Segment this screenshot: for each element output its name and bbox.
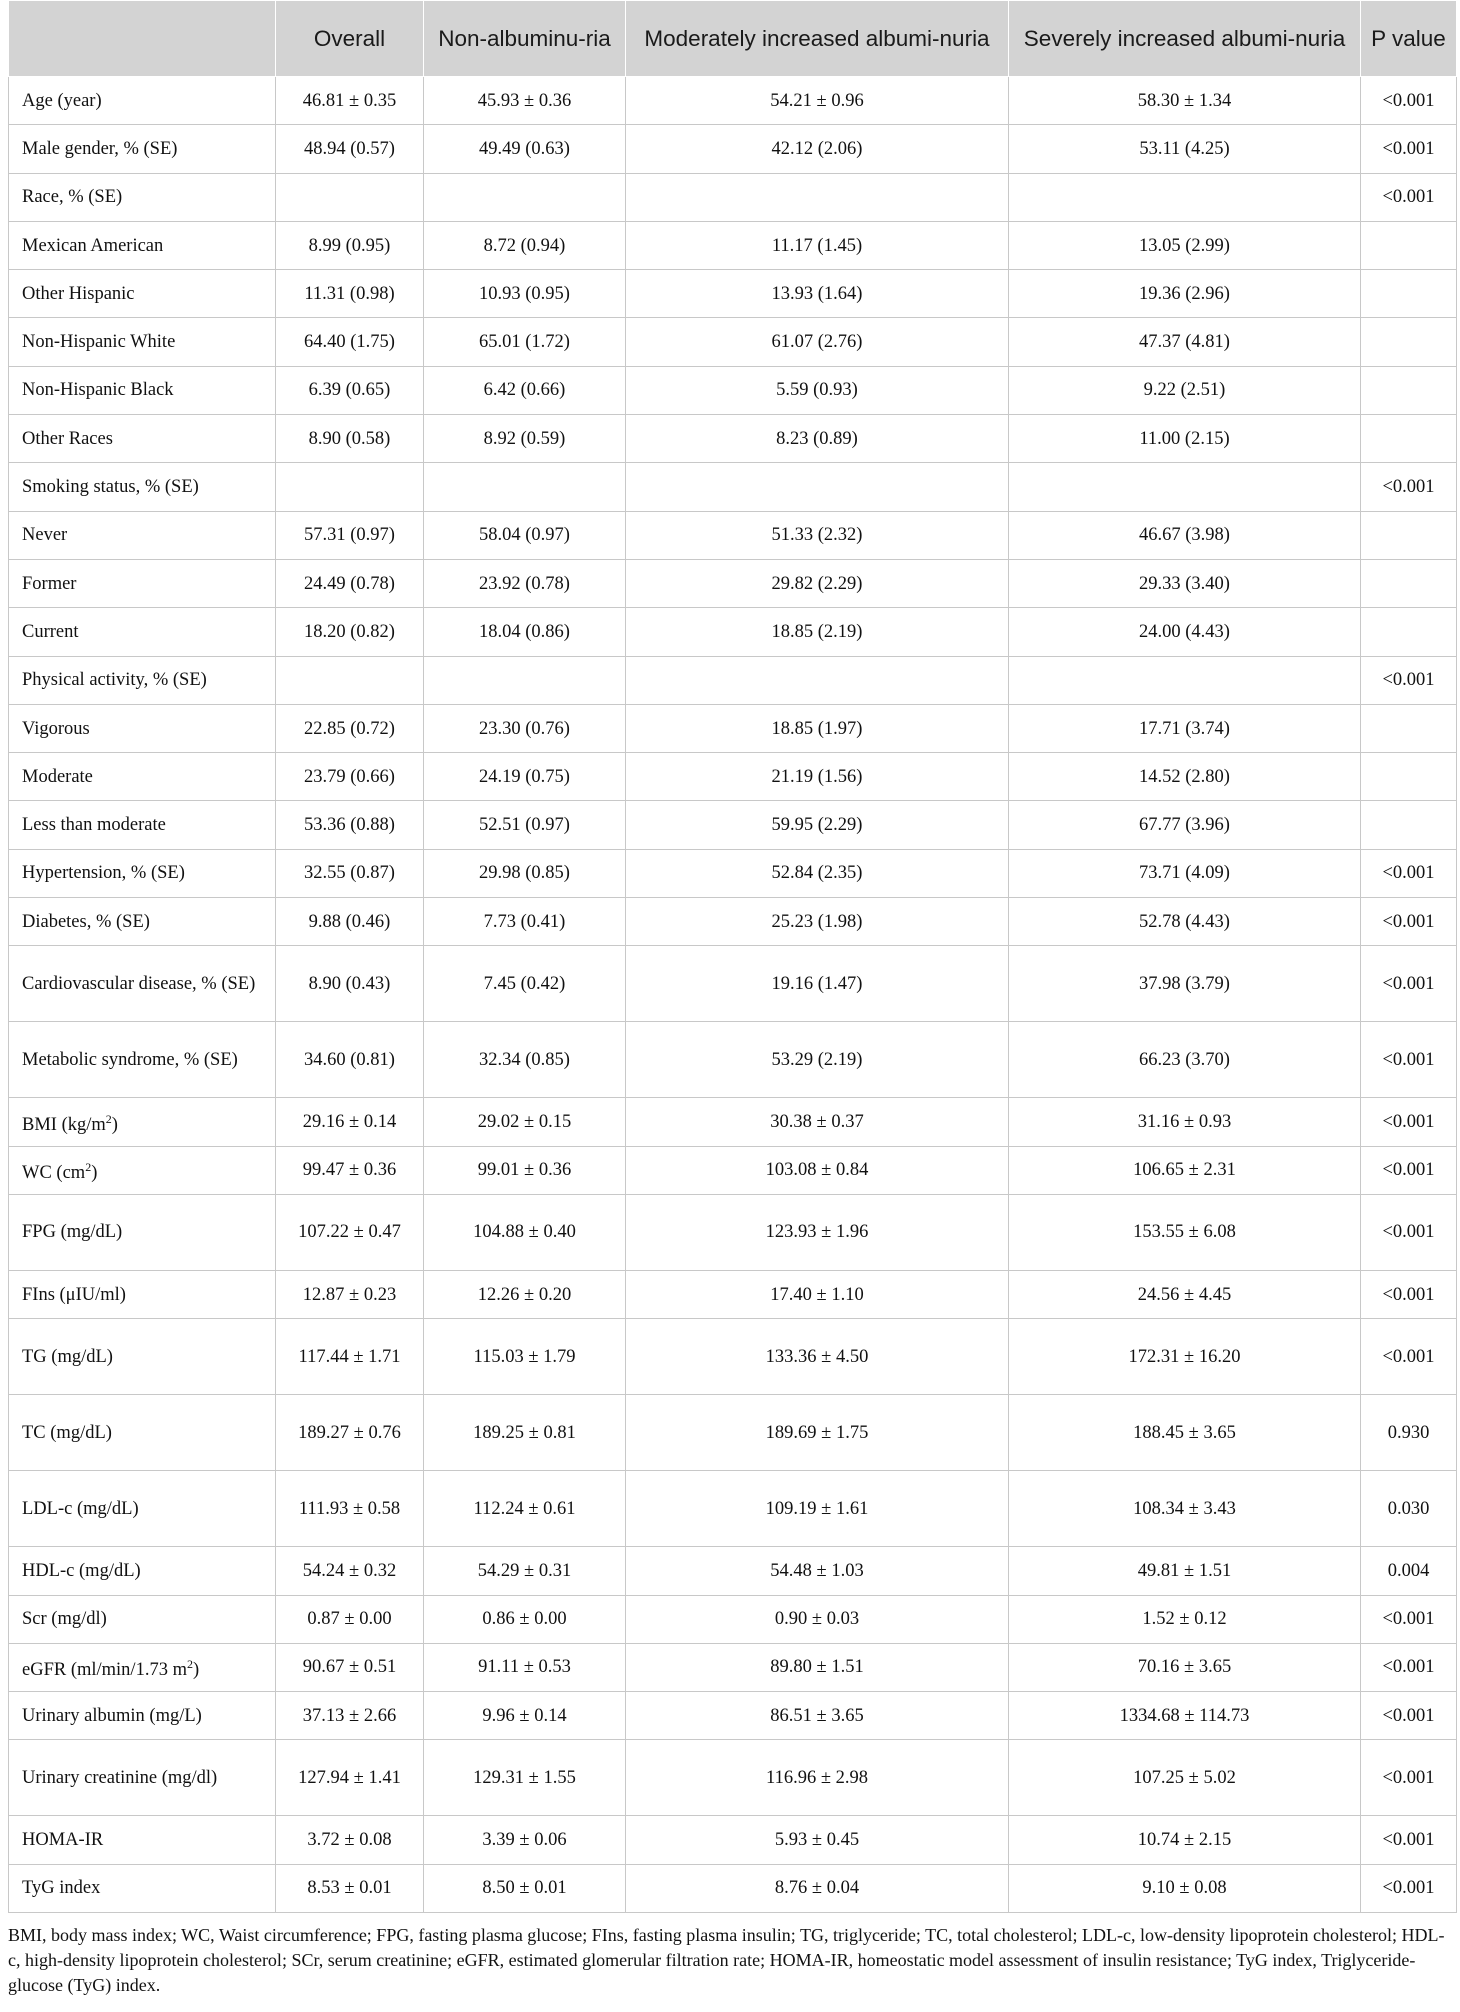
cell-severely-increased: 1.52 ± 0.12	[1009, 1595, 1361, 1643]
cell-overall: 64.40 (1.75)	[276, 318, 424, 366]
cell-p-value	[1361, 415, 1457, 463]
table-row	[9, 559, 1457, 607]
row-label	[9, 1547, 276, 1595]
row-label	[9, 801, 276, 849]
cell-overall	[276, 173, 424, 221]
cell-p-value: <0.001	[1361, 1146, 1457, 1194]
cell-moderately-increased: 30.38 ± 0.37	[626, 1098, 1009, 1146]
table-row	[9, 415, 1457, 463]
cell-moderately-increased: 133.36 ± 4.50	[626, 1319, 1009, 1395]
cell-moderately-increased: 21.19 (1.56)	[626, 753, 1009, 801]
row-label	[9, 77, 276, 125]
cell-overall: 57.31 (0.97)	[276, 511, 424, 559]
row-label	[9, 608, 276, 656]
cell-moderately-increased: 11.17 (1.45)	[626, 221, 1009, 269]
cell-p-value: 0.930	[1361, 1395, 1457, 1471]
cell-p-value: 0.004	[1361, 1547, 1457, 1595]
row-label	[9, 849, 276, 897]
cell-non-albuminuria: 29.98 (0.85)	[424, 849, 626, 897]
cell-non-albuminuria: 58.04 (0.97)	[424, 511, 626, 559]
row-label-text: Urinary creatinine (mg/dl)	[22, 1767, 218, 1788]
row-label	[9, 1194, 276, 1270]
table-row	[9, 704, 1457, 752]
cell-non-albuminuria	[424, 173, 626, 221]
cell-non-albuminuria: 23.30 (0.76)	[424, 704, 626, 752]
cell-non-albuminuria	[424, 656, 626, 704]
table-row	[9, 753, 1457, 801]
row-label-text: LDL-c (mg/dL)	[22, 1498, 139, 1519]
cell-non-albuminuria: 24.19 (0.75)	[424, 753, 626, 801]
cell-non-albuminuria: 12.26 ± 0.20	[424, 1270, 626, 1318]
table-row	[9, 511, 1457, 559]
cell-non-albuminuria: 115.03 ± 1.79	[424, 1319, 626, 1395]
row-label	[9, 1270, 276, 1318]
row-label-text: Other Races	[22, 428, 113, 449]
cell-overall: 8.90 (0.43)	[276, 946, 424, 1022]
cell-severely-increased: 10.74 ± 2.15	[1009, 1816, 1361, 1864]
cell-moderately-increased: 53.29 (2.19)	[626, 1022, 1009, 1098]
table-row	[9, 1146, 1457, 1194]
cell-severely-increased: 19.36 (2.96)	[1009, 270, 1361, 318]
row-label	[9, 463, 276, 511]
row-label-text: TC (mg/dL)	[22, 1422, 112, 1443]
row-label-superscript: 2	[85, 1160, 92, 1175]
table-footnote: BMI, body mass index; WC, Waist circumference; FPG, fasting plasma glucose; FIns, fasting plasma insulin; TG, triglyceride; TC, total cholesterol; LDL-c, low-density lipoprotein cholesterol; HDL-c, high-density lipoprotein cholesterol; SCr, serum creatinine; eGFR, estimated glomerular filtration rate; HOMA-IR, homeostatic model assessment of insulin resistance; TyG index, Triglyceride-glucose (TyG) index.	[8, 1925, 1445, 1996]
cell-moderately-increased: 116.96 ± 2.98	[626, 1740, 1009, 1816]
cell-p-value: <0.001	[1361, 946, 1457, 1022]
cell-p-value: <0.001	[1361, 1692, 1457, 1740]
table-row	[9, 270, 1457, 318]
table-row	[9, 77, 1457, 125]
row-label	[9, 1643, 276, 1691]
cell-severely-increased: 70.16 ± 3.65	[1009, 1643, 1361, 1691]
cell-non-albuminuria: 8.72 (0.94)	[424, 221, 626, 269]
cell-severely-increased	[1009, 463, 1361, 511]
cell-p-value: <0.001	[1361, 125, 1457, 173]
cell-severely-increased: 11.00 (2.15)	[1009, 415, 1361, 463]
row-label-text: eGFR (ml/min/1.73 m	[22, 1660, 187, 1681]
cell-moderately-increased: 42.12 (2.06)	[626, 125, 1009, 173]
table-row	[9, 1595, 1457, 1643]
header-row	[9, 1, 1457, 77]
cell-overall: 107.22 ± 0.47	[276, 1194, 424, 1270]
cell-severely-increased: 47.37 (4.81)	[1009, 318, 1361, 366]
cell-severely-increased: 24.00 (4.43)	[1009, 608, 1361, 656]
cell-overall: 22.85 (0.72)	[276, 704, 424, 752]
cell-moderately-increased: 54.48 ± 1.03	[626, 1547, 1009, 1595]
cell-non-albuminuria: 129.31 ± 1.55	[424, 1740, 626, 1816]
cell-non-albuminuria: 23.92 (0.78)	[424, 559, 626, 607]
cell-moderately-increased: 8.76 ± 0.04	[626, 1864, 1009, 1912]
cell-moderately-increased: 25.23 (1.98)	[626, 898, 1009, 946]
table-row	[9, 1816, 1457, 1864]
cell-p-value	[1361, 704, 1457, 752]
cell-moderately-increased: 18.85 (1.97)	[626, 704, 1009, 752]
cell-overall: 99.47 ± 0.36	[276, 1146, 424, 1194]
cell-severely-increased: 108.34 ± 3.43	[1009, 1471, 1361, 1547]
table-row	[9, 1643, 1457, 1691]
cell-p-value	[1361, 221, 1457, 269]
cell-overall: 53.36 (0.88)	[276, 801, 424, 849]
cell-severely-increased: 188.45 ± 3.65	[1009, 1395, 1361, 1471]
table-row	[9, 1547, 1457, 1595]
table-row	[9, 1395, 1457, 1471]
cell-severely-increased: 9.22 (2.51)	[1009, 366, 1361, 414]
cell-moderately-increased: 59.95 (2.29)	[626, 801, 1009, 849]
row-label-text: Hypertension, % (SE)	[22, 863, 185, 884]
cell-p-value: <0.001	[1361, 77, 1457, 125]
row-label-text: Diabetes, % (SE)	[22, 911, 150, 932]
cell-non-albuminuria: 18.04 (0.86)	[424, 608, 626, 656]
table-row	[9, 608, 1457, 656]
row-label	[9, 946, 276, 1022]
row-label	[9, 1395, 276, 1471]
row-label-text: Non-Hispanic White	[22, 332, 176, 353]
cell-overall: 8.99 (0.95)	[276, 221, 424, 269]
cell-overall: 24.49 (0.78)	[276, 559, 424, 607]
row-label-text: Smoking status, % (SE)	[22, 477, 199, 498]
cell-p-value: 0.030	[1361, 1471, 1457, 1547]
cell-non-albuminuria: 91.11 ± 0.53	[424, 1643, 626, 1691]
cell-severely-increased: 31.16 ± 0.93	[1009, 1098, 1361, 1146]
row-label	[9, 1740, 276, 1816]
cell-severely-increased: 66.23 (3.70)	[1009, 1022, 1361, 1098]
row-label	[9, 1692, 276, 1740]
row-label-text: Race, % (SE)	[22, 187, 123, 208]
cell-p-value: <0.001	[1361, 1098, 1457, 1146]
cell-overall: 111.93 ± 0.58	[276, 1471, 424, 1547]
table-row	[9, 1692, 1457, 1740]
table-row	[9, 221, 1457, 269]
cell-p-value: <0.001	[1361, 1816, 1457, 1864]
table-row	[9, 125, 1457, 173]
table-row	[9, 1471, 1457, 1547]
cell-non-albuminuria: 10.93 (0.95)	[424, 270, 626, 318]
cell-severely-increased: 37.98 (3.79)	[1009, 946, 1361, 1022]
cell-severely-increased	[1009, 656, 1361, 704]
row-label-text: Moderate	[22, 766, 93, 787]
cell-non-albuminuria: 65.01 (1.72)	[424, 318, 626, 366]
row-label-superscript: 2	[105, 1111, 112, 1126]
cell-p-value	[1361, 801, 1457, 849]
cell-severely-increased: 24.56 ± 4.45	[1009, 1270, 1361, 1318]
cell-p-value	[1361, 318, 1457, 366]
cell-overall: 54.24 ± 0.32	[276, 1547, 424, 1595]
cell-non-albuminuria: 9.96 ± 0.14	[424, 1692, 626, 1740]
cell-p-value: <0.001	[1361, 1270, 1457, 1318]
cell-moderately-increased: 51.33 (2.32)	[626, 511, 1009, 559]
cell-overall: 8.90 (0.58)	[276, 415, 424, 463]
cell-overall: 8.53 ± 0.01	[276, 1864, 424, 1912]
row-label	[9, 1471, 276, 1547]
cell-overall: 90.67 ± 0.51	[276, 1643, 424, 1691]
cell-severely-increased: 29.33 (3.40)	[1009, 559, 1361, 607]
cell-p-value: <0.001	[1361, 898, 1457, 946]
row-label-text: Other Hispanic	[22, 283, 135, 304]
cell-overall: 6.39 (0.65)	[276, 366, 424, 414]
cell-overall: 9.88 (0.46)	[276, 898, 424, 946]
cell-p-value: <0.001	[1361, 1643, 1457, 1691]
cell-overall: 18.20 (0.82)	[276, 608, 424, 656]
row-label-text: TG (mg/dL)	[22, 1346, 113, 1367]
row-label	[9, 125, 276, 173]
table-row	[9, 898, 1457, 946]
row-label	[9, 318, 276, 366]
cell-non-albuminuria: 7.45 (0.42)	[424, 946, 626, 1022]
row-label-text: Less than moderate	[22, 815, 166, 836]
cell-overall	[276, 656, 424, 704]
table-container	[8, 0, 1460, 1998]
table-row	[9, 173, 1457, 221]
table-row	[9, 849, 1457, 897]
table-row	[9, 1098, 1457, 1146]
cell-non-albuminuria: 45.93 ± 0.36	[424, 77, 626, 125]
row-label-text: Cardiovascular disease, % (SE)	[22, 973, 256, 994]
cell-severely-increased: 53.11 (4.25)	[1009, 125, 1361, 173]
row-label-suffix: )	[91, 1163, 98, 1184]
cell-p-value: <0.001	[1361, 1319, 1457, 1395]
row-label-text: Non-Hispanic Black	[22, 380, 174, 401]
cell-moderately-increased: 54.21 ± 0.96	[626, 77, 1009, 125]
cell-overall: 3.72 ± 0.08	[276, 1816, 424, 1864]
cell-non-albuminuria: 0.86 ± 0.00	[424, 1595, 626, 1643]
row-label-suffix: )	[192, 1660, 200, 1681]
cell-severely-increased: 67.77 (3.96)	[1009, 801, 1361, 849]
cell-overall: 117.44 ± 1.71	[276, 1319, 424, 1395]
cell-overall: 127.94 ± 1.41	[276, 1740, 424, 1816]
table-row	[9, 1194, 1457, 1270]
row-label	[9, 1864, 276, 1912]
cell-severely-increased: 107.25 ± 5.02	[1009, 1740, 1361, 1816]
cell-overall	[276, 463, 424, 511]
cell-severely-increased: 153.55 ± 6.08	[1009, 1194, 1361, 1270]
cell-p-value: <0.001	[1361, 173, 1457, 221]
cell-overall: 37.13 ± 2.66	[276, 1692, 424, 1740]
cell-moderately-increased: 52.84 (2.35)	[626, 849, 1009, 897]
row-label	[9, 221, 276, 269]
row-label	[9, 753, 276, 801]
row-label-text: Never	[22, 525, 68, 546]
row-label-text: Current	[22, 621, 79, 642]
table-header	[9, 1, 1457, 77]
row-label-text: FIns (μIU/ml)	[22, 1284, 126, 1305]
cell-severely-increased	[1009, 173, 1361, 221]
row-label-text: Former	[22, 573, 77, 594]
header-non-albuminuria: Non-albuminu-ria	[424, 1, 626, 77]
table-row	[9, 318, 1457, 366]
cell-p-value: <0.001	[1361, 463, 1457, 511]
cell-non-albuminuria: 6.42 (0.66)	[424, 366, 626, 414]
table-row	[9, 366, 1457, 414]
cell-severely-increased: 13.05 (2.99)	[1009, 221, 1361, 269]
cell-severely-increased: 46.67 (3.98)	[1009, 511, 1361, 559]
cell-overall: 34.60 (0.81)	[276, 1022, 424, 1098]
row-label-text: Male gender, % (SE)	[22, 138, 178, 159]
cell-moderately-increased	[626, 463, 1009, 511]
row-label-superscript: 2	[186, 1657, 193, 1672]
cell-non-albuminuria: 29.02 ± 0.15	[424, 1098, 626, 1146]
row-label	[9, 656, 276, 704]
row-label-text: TyG index	[22, 1878, 101, 1899]
row-label	[9, 1022, 276, 1098]
cell-moderately-increased: 109.19 ± 1.61	[626, 1471, 1009, 1547]
cell-overall: 23.79 (0.66)	[276, 753, 424, 801]
table-row	[9, 1864, 1457, 1912]
header-overall: Overall	[276, 1, 424, 77]
cell-severely-increased: 14.52 (2.80)	[1009, 753, 1361, 801]
cell-moderately-increased: 19.16 (1.47)	[626, 946, 1009, 1022]
table-row	[9, 1270, 1457, 1318]
table-row	[9, 801, 1457, 849]
row-label-text: Physical activity, % (SE)	[22, 670, 207, 691]
table-row	[9, 946, 1457, 1022]
cell-non-albuminuria: 189.25 ± 0.81	[424, 1395, 626, 1471]
cell-p-value	[1361, 511, 1457, 559]
row-label-text: Urinary albumin (mg/L)	[22, 1705, 202, 1726]
cell-p-value: <0.001	[1361, 1740, 1457, 1816]
row-label-text: Vigorous	[22, 718, 90, 739]
cell-non-albuminuria: 99.01 ± 0.36	[424, 1146, 626, 1194]
cell-moderately-increased: 61.07 (2.76)	[626, 318, 1009, 366]
cell-p-value: <0.001	[1361, 656, 1457, 704]
row-label	[9, 1098, 276, 1146]
row-label	[9, 1319, 276, 1395]
cell-p-value	[1361, 559, 1457, 607]
cell-p-value: <0.001	[1361, 1864, 1457, 1912]
row-label	[9, 415, 276, 463]
cell-severely-increased: 52.78 (4.43)	[1009, 898, 1361, 946]
table-row	[9, 1319, 1457, 1395]
row-label	[9, 704, 276, 752]
cell-severely-increased: 49.81 ± 1.51	[1009, 1547, 1361, 1595]
cell-p-value	[1361, 366, 1457, 414]
cell-overall: 12.87 ± 0.23	[276, 1270, 424, 1318]
cell-severely-increased: 17.71 (3.74)	[1009, 704, 1361, 752]
cell-non-albuminuria	[424, 463, 626, 511]
cell-non-albuminuria: 8.92 (0.59)	[424, 415, 626, 463]
row-label-text: Mexican American	[22, 235, 164, 256]
cell-non-albuminuria: 8.50 ± 0.01	[424, 1864, 626, 1912]
cell-moderately-increased: 89.80 ± 1.51	[626, 1643, 1009, 1691]
cell-moderately-increased: 13.93 (1.64)	[626, 270, 1009, 318]
cell-moderately-increased: 5.93 ± 0.45	[626, 1816, 1009, 1864]
cell-moderately-increased: 103.08 ± 0.84	[626, 1146, 1009, 1194]
cell-p-value: <0.001	[1361, 1022, 1457, 1098]
cell-overall: 32.55 (0.87)	[276, 849, 424, 897]
cell-p-value	[1361, 270, 1457, 318]
cell-overall: 0.87 ± 0.00	[276, 1595, 424, 1643]
cell-p-value	[1361, 608, 1457, 656]
row-label	[9, 1146, 276, 1194]
cell-moderately-increased	[626, 656, 1009, 704]
cell-moderately-increased: 123.93 ± 1.96	[626, 1194, 1009, 1270]
row-label-suffix: )	[111, 1115, 118, 1136]
row-label-text: FPG (mg/dL)	[22, 1222, 123, 1243]
cell-non-albuminuria: 7.73 (0.41)	[424, 898, 626, 946]
row-label-text: WC (cm	[22, 1163, 86, 1184]
cell-moderately-increased: 5.59 (0.93)	[626, 366, 1009, 414]
row-label	[9, 559, 276, 607]
cell-severely-increased: 1334.68 ± 114.73	[1009, 1692, 1361, 1740]
cell-p-value: <0.001	[1361, 849, 1457, 897]
cell-non-albuminuria: 112.24 ± 0.61	[424, 1471, 626, 1547]
cell-moderately-increased: 29.82 (2.29)	[626, 559, 1009, 607]
cell-moderately-increased: 86.51 ± 3.65	[626, 1692, 1009, 1740]
row-label	[9, 511, 276, 559]
cell-p-value: <0.001	[1361, 1194, 1457, 1270]
row-label	[9, 366, 276, 414]
cell-moderately-increased: 189.69 ± 1.75	[626, 1395, 1009, 1471]
cell-moderately-increased: 17.40 ± 1.10	[626, 1270, 1009, 1318]
cell-moderately-increased: 0.90 ± 0.03	[626, 1595, 1009, 1643]
row-label-text: HDL-c (mg/dL)	[22, 1560, 141, 1581]
cell-overall: 11.31 (0.98)	[276, 270, 424, 318]
cell-severely-increased: 172.31 ± 16.20	[1009, 1319, 1361, 1395]
cell-non-albuminuria: 52.51 (0.97)	[424, 801, 626, 849]
cell-p-value	[1361, 753, 1457, 801]
table-row	[9, 1022, 1457, 1098]
cell-moderately-increased: 8.23 (0.89)	[626, 415, 1009, 463]
header-p-value: P value	[1361, 1, 1457, 77]
cell-severely-increased: 106.65 ± 2.31	[1009, 1146, 1361, 1194]
header-variable	[9, 1, 276, 77]
cell-non-albuminuria: 49.49 (0.63)	[424, 125, 626, 173]
header-severely-increased: Severely increased albumi-nuria	[1009, 1, 1361, 77]
baseline-characteristics-table	[8, 0, 1457, 1913]
row-label-text: Scr (mg/dl)	[22, 1609, 107, 1630]
table-row	[9, 656, 1457, 704]
cell-severely-increased: 9.10 ± 0.08	[1009, 1864, 1361, 1912]
cell-severely-increased: 58.30 ± 1.34	[1009, 77, 1361, 125]
row-label-text: Age (year)	[22, 90, 102, 111]
row-label	[9, 898, 276, 946]
row-label	[9, 1816, 276, 1864]
cell-moderately-increased: 18.85 (2.19)	[626, 608, 1009, 656]
cell-overall: 46.81 ± 0.35	[276, 77, 424, 125]
row-label	[9, 270, 276, 318]
table-row	[9, 463, 1457, 511]
cell-moderately-increased	[626, 173, 1009, 221]
cell-overall: 189.27 ± 0.76	[276, 1395, 424, 1471]
row-label-text: Metabolic syndrome, % (SE)	[22, 1049, 238, 1070]
cell-non-albuminuria: 104.88 ± 0.40	[424, 1194, 626, 1270]
table-body	[9, 77, 1457, 1913]
cell-p-value: <0.001	[1361, 1595, 1457, 1643]
cell-non-albuminuria: 54.29 ± 0.31	[424, 1547, 626, 1595]
header-moderately-increased: Moderately increased albumi-nuria	[626, 1, 1009, 77]
row-label-text: BMI (kg/m	[22, 1115, 106, 1136]
cell-non-albuminuria: 32.34 (0.85)	[424, 1022, 626, 1098]
cell-non-albuminuria: 3.39 ± 0.06	[424, 1816, 626, 1864]
cell-overall: 29.16 ± 0.14	[276, 1098, 424, 1146]
row-label	[9, 1595, 276, 1643]
row-label-text: HOMA-IR	[22, 1830, 104, 1851]
cell-overall: 48.94 (0.57)	[276, 125, 424, 173]
row-label	[9, 173, 276, 221]
table-row	[9, 1740, 1457, 1816]
cell-severely-increased: 73.71 (4.09)	[1009, 849, 1361, 897]
